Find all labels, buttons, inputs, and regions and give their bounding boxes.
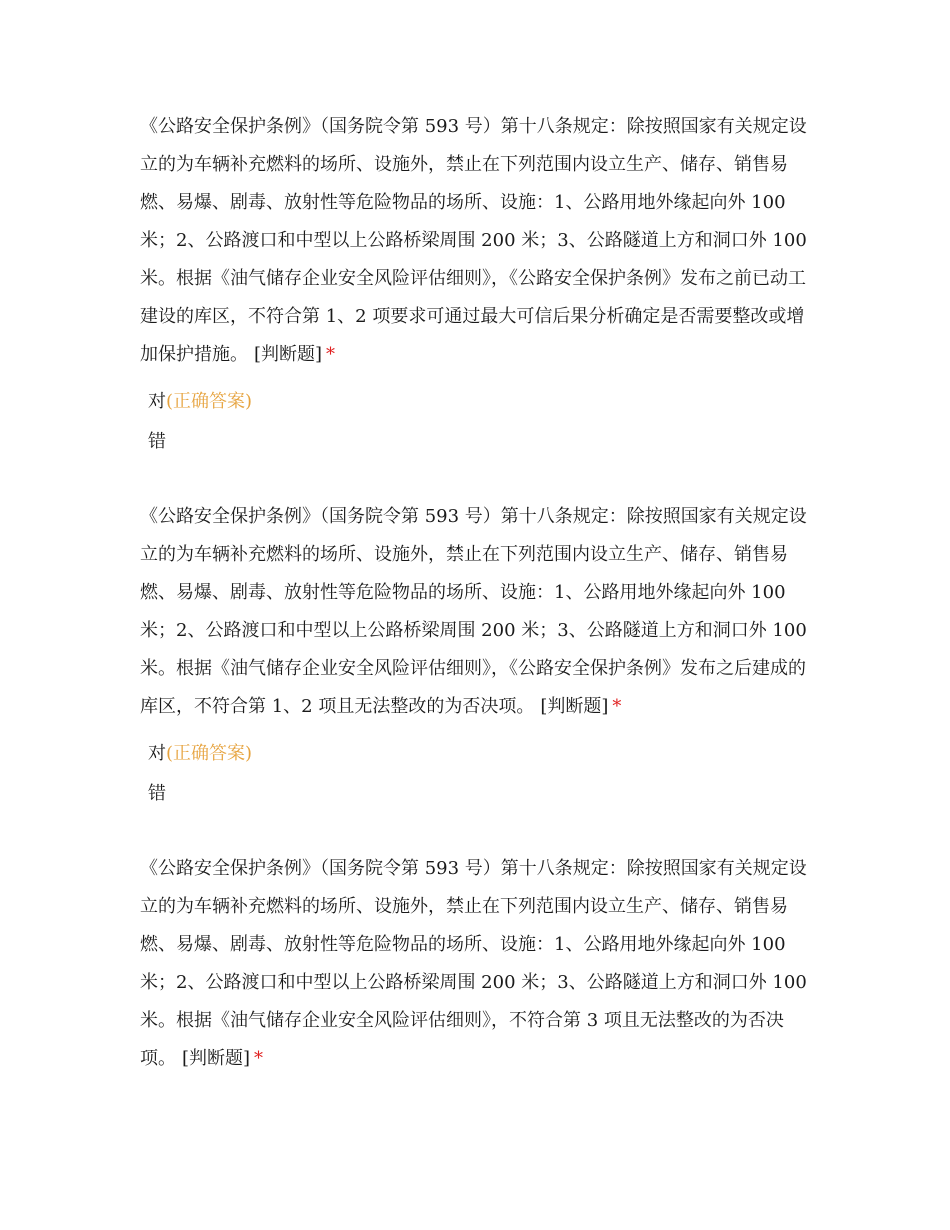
question-body: 《公路安全保护条例》（国务院令第 593 号）第十八条规定：除按照国家有关规定设立的为车辆补充燃料的场所、设施外，禁止在下列范围内设立生产、储存、销售易燃、易爆、剧毒、放射性等危险物品的场所、设施：1、公路用地外缘起向外 100 米；2、公路渡口和中型以上公路桥梁周围 200 米；3、公路隧道上方和洞口外 100 米。根据《油气储存企业安全风险评估细则》，不符合第 3 项且无法整改的为否决项。: [140, 858, 807, 1069]
option-label: 错: [148, 783, 166, 804]
question-1: [140, 108, 816, 462]
correct-answer-tag: (正确答案): [166, 743, 253, 764]
option-false: [140, 422, 816, 462]
question-text: [140, 108, 816, 374]
answer-options: [140, 734, 816, 814]
question-type-label: [判断题]: [540, 696, 609, 717]
option-true: [140, 382, 816, 422]
option-label: 对: [148, 743, 166, 764]
option-label: 错: [148, 431, 166, 452]
question-body: 《公路安全保护条例》（国务院令第 593 号）第十八条规定：除按照国家有关规定设立的为车辆补充燃料的场所、设施外，禁止在下列范围内设立生产、储存、销售易燃、易爆、剧毒、放射性等危险物品的场所、设施：1、公路用地外缘起向外 100 米；2、公路渡口和中型以上公路桥梁周围 200 米；3、公路隧道上方和洞口外 100 米。根据《油气储存企业安全风险评估细则》，《公路安全保护条例》发布之后建成的库区，不符合第 1、2 项且无法整改的为否决项。: [140, 506, 807, 717]
question-3: [140, 850, 816, 1078]
correct-answer-tag: (正确答案): [166, 391, 253, 412]
question-type-label: [判断题]: [254, 344, 323, 365]
required-mark: *: [326, 344, 336, 365]
option-false: [140, 774, 816, 814]
question-type-label: [判断题]: [182, 1048, 251, 1069]
question-body: 《公路安全保护条例》（国务院令第 593 号）第十八条规定：除按照国家有关规定设立的为车辆补充燃料的场所、设施外，禁止在下列范围内设立生产、储存、销售易燃、易爆、剧毒、放射性等危险物品的场所、设施：1、公路用地外缘起向外 100 米；2、公路渡口和中型以上公路桥梁周围 200 米；3、公路隧道上方和洞口外 100 米。根据《油气储存企业安全风险评估细则》，《公路安全保护条例》发布之前已动工建设的库区，不符合第 1、2 项要求可通过最大可信后果分析确定是否需要整改或增加保护措施。: [140, 116, 807, 365]
option-true: [140, 734, 816, 774]
answer-options: [140, 382, 816, 462]
question-2: [140, 498, 816, 814]
required-mark: *: [254, 1048, 264, 1069]
question-text: [140, 850, 816, 1078]
required-mark: *: [612, 696, 622, 717]
question-text: [140, 498, 816, 726]
option-label: 对: [148, 391, 166, 412]
